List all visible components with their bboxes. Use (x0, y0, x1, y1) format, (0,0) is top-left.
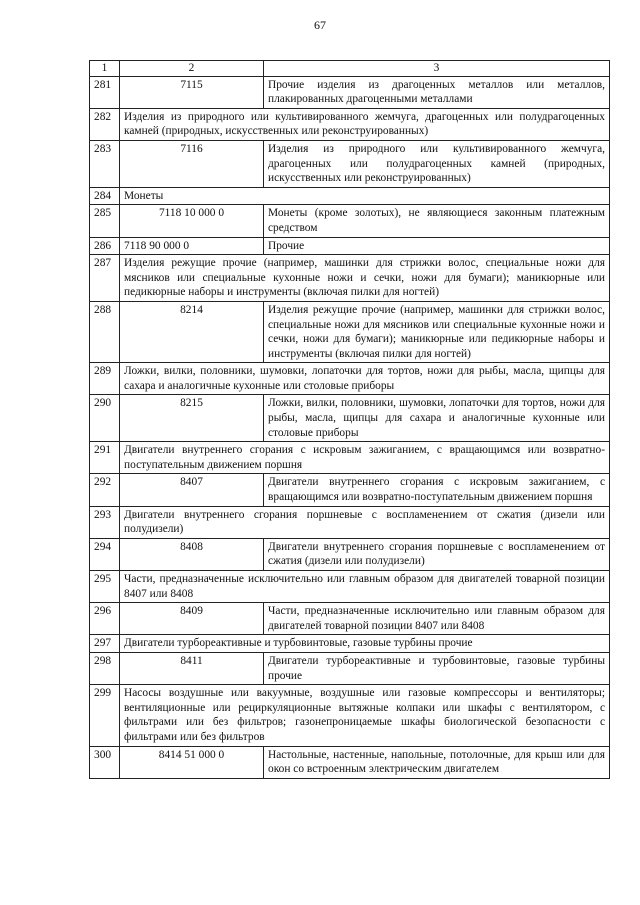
group-description: Изделия режущие прочие (например, машинки для стрижки волос, специальные ножи для мясников или специальные кухонные ножи и сечки, ножи для бумаги); маникюрные или педикюрные наборы и инструменты (включая пилки для ногтей) (120, 255, 610, 302)
table-row (90, 685, 610, 746)
tn-ved-code: 8408 (120, 538, 264, 570)
tn-ved-code: 7118 90 000 0 (120, 237, 264, 255)
table-row (90, 140, 610, 187)
item-description: Двигатели внутреннего сгорания с искровым зажиганием, с вращающимся или возвратно-поступательным движением поршня (264, 474, 610, 506)
row-number: 290 (90, 395, 120, 442)
item-description: Двигатели турбореактивные и турбовинтовые, газовые турбины прочие (264, 652, 610, 684)
item-description: Изделия из природного или культивированного жемчуга, драгоценных или полудрагоценных камней (природных, искусственных или реконструированных) (264, 140, 610, 187)
row-number: 297 (90, 635, 120, 653)
item-description: Прочие (264, 237, 610, 255)
group-description: Изделия из природного или культивированного жемчуга, драгоценных или полудрагоценных камней (природных, искусственных или реконструированных) (120, 108, 610, 140)
header-col-3: 3 (264, 61, 610, 77)
row-number: 281 (90, 76, 120, 108)
row-number: 287 (90, 255, 120, 302)
row-number: 300 (90, 746, 120, 778)
row-number: 298 (90, 652, 120, 684)
row-number: 285 (90, 205, 120, 237)
table-row (90, 395, 610, 442)
group-description: Двигатели внутреннего сгорания поршневые с воспламенением от сжатия (дизели или полудизели) (120, 506, 610, 538)
item-description: Настольные, настенные, напольные, потолочные, для крыш или для окон со встроенным электрическим двигателем (264, 746, 610, 778)
item-description: Ложки, вилки, половники, шумовки, лопаточки для тортов, ножи для рыбы, масла, щипцы для сахара и аналогичные кухонные или столовые приборы (264, 395, 610, 442)
tn-ved-code: 8411 (120, 652, 264, 684)
item-description: Монеты (кроме золотых), не являющиеся законным платежным средством (264, 205, 610, 237)
tn-ved-code: 8409 (120, 603, 264, 635)
tn-ved-code: 7118 10 000 0 (120, 205, 264, 237)
tn-ved-code: 7115 (120, 76, 264, 108)
table-row (90, 237, 610, 255)
header-col-2: 2 (120, 61, 264, 77)
row-number: 296 (90, 603, 120, 635)
group-description: Насосы воздушные или вакуумные, воздушные или газовые компрессоры и вентиляторы; вентиляционные или рециркуляционные вытяжные колпаки или шкафы с вентилятором, с фильтрами или без фильтров; газонепроницаемые шкафы биологической безопасности с фильтрами или без фильтров (120, 685, 610, 746)
table-row (90, 187, 610, 205)
table-row (90, 746, 610, 778)
tn-ved-code: 8215 (120, 395, 264, 442)
row-number: 284 (90, 187, 120, 205)
group-description: Монеты (120, 187, 610, 205)
table-row (90, 635, 610, 653)
goods-table (89, 60, 610, 779)
group-description: Двигатели турбореактивные и турбовинтовые, газовые турбины прочие (120, 635, 610, 653)
table-row (90, 363, 610, 395)
table-body (90, 76, 610, 778)
row-number: 288 (90, 301, 120, 362)
table-row (90, 603, 610, 635)
table-header-row (90, 61, 610, 77)
item-description: Двигатели внутреннего сгорания поршневые с воспламенением от сжатия (дизели или полудизели) (264, 538, 610, 570)
row-number: 293 (90, 506, 120, 538)
header-col-1: 1 (90, 61, 120, 77)
page-number: 67 (314, 18, 326, 32)
row-number: 286 (90, 237, 120, 255)
table-row (90, 442, 610, 474)
table-row (90, 205, 610, 237)
row-number: 294 (90, 538, 120, 570)
row-number: 291 (90, 442, 120, 474)
group-description: Ложки, вилки, половники, шумовки, лопаточки для тортов, ножи для рыбы, масла, щипцы для сахара и аналогичные кухонные или столовые приборы (120, 363, 610, 395)
item-description: Части, предназначенные исключительно или главным образом для двигателей товарной позиции 8407 или 8408 (264, 603, 610, 635)
table-row (90, 652, 610, 684)
tn-ved-code: 8407 (120, 474, 264, 506)
tn-ved-code: 8414 51 000 0 (120, 746, 264, 778)
table-row (90, 506, 610, 538)
tn-ved-code: 7116 (120, 140, 264, 187)
table-row (90, 301, 610, 362)
item-description: Изделия режущие прочие (например, машинки для стрижки волос, специальные ножи для мясников или специальные кухонные ножи и сечки, ножи для бумаги); маникюрные или педикюрные наборы и инструменты (включая пилки для ногтей) (264, 301, 610, 362)
table-row (90, 108, 610, 140)
row-number: 283 (90, 140, 120, 187)
item-description: Прочие изделия из драгоценных металлов или металлов, плакированных драгоценными металлами (264, 76, 610, 108)
row-number: 282 (90, 108, 120, 140)
group-description: Двигатели внутреннего сгорания с искровым зажиганием, с вращающимся или возвратно-поступательным движением поршня (120, 442, 610, 474)
tn-ved-code: 8214 (120, 301, 264, 362)
table-row (90, 538, 610, 570)
row-number: 299 (90, 685, 120, 746)
group-description: Части, предназначенные исключительно или главным образом для двигателей товарной позиции 8407 или 8408 (120, 571, 610, 603)
table-row (90, 255, 610, 302)
table-row (90, 571, 610, 603)
row-number: 289 (90, 363, 120, 395)
row-number: 295 (90, 571, 120, 603)
row-number: 292 (90, 474, 120, 506)
table-row (90, 76, 610, 108)
table-row (90, 474, 610, 506)
